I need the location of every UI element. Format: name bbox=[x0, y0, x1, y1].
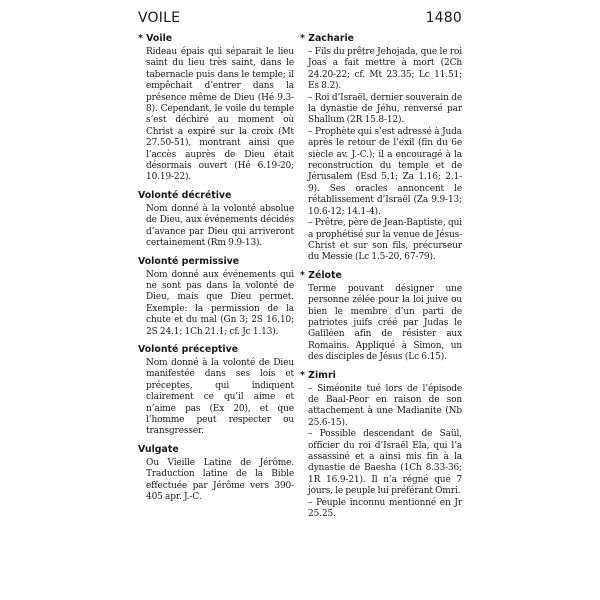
entry-vulgate bbox=[138, 444, 294, 504]
entry-heading: * Zélote bbox=[300, 269, 342, 281]
running-head bbox=[138, 10, 462, 26]
definition-paragraph: Nom donné à la volonté absolue de Dieu, aux événements décidés d’avance par Dieu qui arriveront certainement (Rm 9.9-13). bbox=[146, 203, 294, 249]
definition-paragraph: – Fils du prêtre Jehojada, que le roi Joas a fait mettre à mort (2Ch 24.20-22; cf. Mt 23.35; Lc 11.51; Es 8.2). bbox=[308, 47, 462, 92]
entry-zacharie bbox=[300, 33, 462, 264]
entry-heading: * Zacharie bbox=[300, 33, 355, 44]
entry-definition bbox=[300, 384, 462, 521]
entry-definition bbox=[138, 358, 294, 438]
entry-definition bbox=[138, 458, 294, 504]
entry-volonte-preceptive bbox=[138, 344, 294, 438]
definition-paragraph: Rideau épais qui séparait le lieu saint du lieu très saint, dans le tabernacle puis dans le temple; il empêchait d’entrer dans la présence même de Dieu (Hé 9.3-8). Cependant, le voile du temple s’est déchiré au moment où Christ a expiré sur la croix (Mt 27.50-51), montrant ainsi que l’accès auprès de Dieu était désormais ouvert (Hé 6.19-20; 10.19-22). bbox=[146, 47, 294, 183]
definition-paragraph: Nom donné à la volonté de Dieu manifestée dans ses lois et préceptes, qui indiquent clairement ce qu’il aime et n’aime pas (Ex 20), et que l’homme peut respecter ou transgresser. bbox=[146, 357, 294, 437]
entry-heading: * Voile bbox=[138, 33, 173, 44]
running-head-word: VOILE bbox=[138, 10, 181, 26]
entry-definition bbox=[138, 47, 294, 184]
definition-paragraph: Ou Vieille Latine de Jérôme. Traduction latine de la Bible effectuée par Jérôme vers 390-405 apr. J.-C. bbox=[146, 457, 294, 502]
entry-heading: Vulgate bbox=[138, 443, 179, 455]
entry-heading: Volonté permissive bbox=[138, 255, 240, 267]
entry-volonte-decretive bbox=[138, 190, 294, 250]
entry-definition bbox=[300, 284, 462, 364]
entry-definition bbox=[300, 47, 462, 264]
page-number: 1480 bbox=[425, 10, 462, 26]
definition-paragraph: – Roi d’Israël, dernier souverain de la dynastie de Jéhu, renversé par Shallum (2R 15.8-12). bbox=[308, 92, 462, 126]
definition-paragraph: – Peuple inconnu mentionné en Jr 25.25. bbox=[308, 497, 462, 520]
left-column bbox=[138, 33, 294, 509]
definition-paragraph: Nom donné aux événements qui ne sont pas dans la volonté de Dieu, mais que Dieu permet. Exemple: la permission de la chute et du mal (Gn 3; 2S 16.10; 2S 24.1; 1Ch 21.1; cf. Jc 1.13). bbox=[146, 269, 294, 337]
definition-paragraph: – Siméonite tué lors de l’épisode de Baal-Peor en raison de son attachement à une Madianite (Nb 25.6-15). bbox=[308, 383, 462, 428]
entry-heading: Volonté préceptive bbox=[138, 343, 239, 355]
right-column bbox=[300, 33, 462, 526]
entry-voile bbox=[138, 33, 294, 184]
definition-paragraph: Terme pouvant désigner une personne zélée pour la loi juive ou bien le membre d’un parti de patriotes juifs créé par Judas le Galiléen afin de résister aux Romains. Appliqué à Simon, un des disciples de Jésus (Lc 6.15). bbox=[308, 283, 462, 363]
entry-volonte-permissive bbox=[138, 256, 294, 338]
definition-paragraph: – Possible descendant de Saül, officier du roi d’Israël Ela, qui l’a assassiné et a ainsi mis fin à la dynastie de Baesha (1Ch 8.33-36; 1R 16.9-21). Il n’a régné que 7 jours, le peuple lui préférant Omri. bbox=[308, 429, 462, 497]
entry-definition bbox=[138, 204, 294, 250]
entry-heading: * Zimri bbox=[300, 369, 336, 381]
entry-definition bbox=[138, 270, 294, 338]
definition-paragraph: – Prophète qui s’est adressé à Juda après le retour de l’exil (fin du 6e siècle av. J.-C.); il a encouragé à la reconstruction du temple et de Jérusalem (Esd 5.1; Za 1.16; 2.1-9). Ses oracles annoncent le rétablissement d’Israël (Za 9.9-13; 10.6-12; 14.1-4). bbox=[308, 126, 462, 217]
entry-zelote bbox=[300, 270, 462, 364]
definition-paragraph: – Prêtre, père de Jean-Baptiste, qui a prophétisé sur la venue de Jésus-Christ et sur son fils, précurseur du Messie (Lc 1.5-20, 67-79). bbox=[308, 218, 462, 263]
entry-heading: Volonté décrétive bbox=[138, 189, 232, 201]
entry-zimri bbox=[300, 370, 462, 521]
